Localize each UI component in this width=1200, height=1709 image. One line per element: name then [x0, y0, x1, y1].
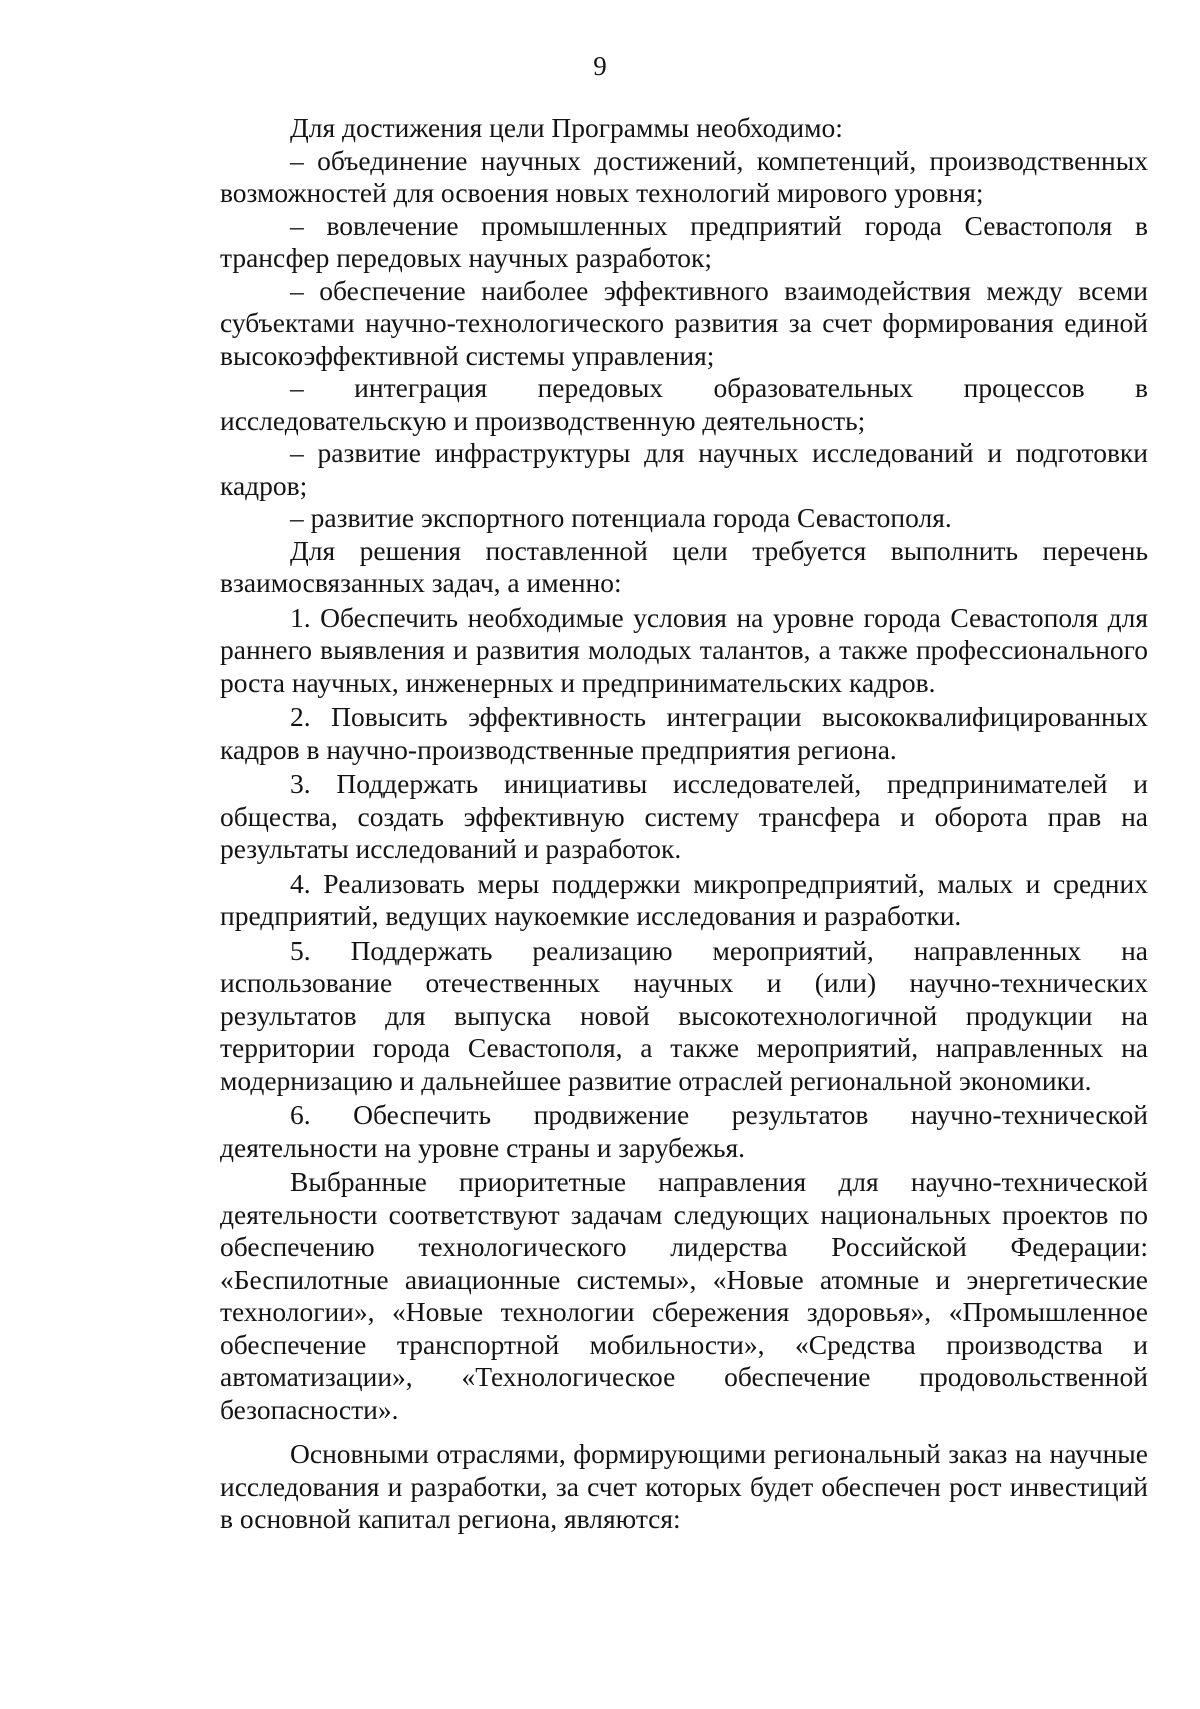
list-item-task-1: 1. Обеспечить необходимые условия на уровне города Севастополя для раннего выявления и развития молодых талантов, а также профессионального роста научных, инженерных и предпринимательских кадров. [220, 601, 1148, 698]
page-number: 9 [593, 51, 607, 81]
list-item-task-3: 3. Поддержать инициативы исследователей, предпринимателей и общества, создать эффективную систему трансфера и оборота прав на результаты исследований и разработок. [220, 768, 1148, 864]
paragraph-tasks-intro: Для решения поставленной цели требуется выполнить перечень взаимосвязанных задач, а именно: [220, 534, 1148, 598]
paragraph-priority-directions: Выбранные приоритетные направления для научно-технической деятельности соответствуют задачам следующих национальных проектов по обеспечению технологического лидерства Российской Федерации: «Беспилотные авиационные системы», «Новые атомные и энергетические технологии», «Новые технологии сбережения здоровья», «Промышленное обеспечение транспортной мобильности», «Средства производства и автоматизации», «Технологическое обеспечение продовольственной безопасности». [220, 1166, 1148, 1425]
list-item-task-5: 5. Поддержать реализацию мероприятий, направленных на использование отечественных научных и (или) научно-технических результатов для выпуска новой высокотехнологичной продукции на территории города Севастополя, а также мероприятий, направленных на модернизацию и дальнейшее развитие отраслей региональной экономики. [220, 934, 1148, 1096]
list-item-goal-3: – обеспечение наиболее эффективного взаимодействия между всеми субъектами научно-технологического развития за счет формирования единой высокоэффективной системы управления; [220, 274, 1148, 371]
list-item-task-6: 6. Обеспечить продвижение результатов научно-технической деятельности на уровне страны и зарубежья. [220, 1099, 1148, 1163]
paragraph-key-industries: Основными отраслями, формирующими региональный заказ на научные исследования и разработки, за счет которых будет обеспечен рост инвестиций в основной капитал региона, являются: [220, 1438, 1148, 1534]
list-item-goal-5: – развитие инфраструктуры для научных исследований и подготовки кадров; [220, 437, 1148, 501]
list-item-goal-1: – объединение научных достижений, компетенций, производственных возможностей для освоения новых технологий мирового уровня; [220, 144, 1148, 208]
list-item-goal-2: – вовлечение промышленных предприятий города Севастополя в трансфер передовых научных разработок; [220, 209, 1148, 273]
list-item-task-2: 2. Повысить эффективность интеграции высококвалифицированных кадров в научно-производственные предприятия региона. [220, 701, 1148, 765]
paragraph-goal-intro: Для достижения цели Программы необходимо: [290, 112, 843, 143]
list-item-task-4: 4. Реализовать меры поддержки микропредприятий, малых и средних предприятий, ведущих наукоемкие исследования и разработки. [220, 867, 1148, 931]
document-body [220, 112, 1148, 1536]
list-item-goal-4: – интеграция передовых образовательных процессов в исследовательскую и производственную деятельность; [220, 372, 1148, 436]
list-item-goal-6: – развитие экспортного потенциала города Севастополя. [290, 502, 952, 533]
